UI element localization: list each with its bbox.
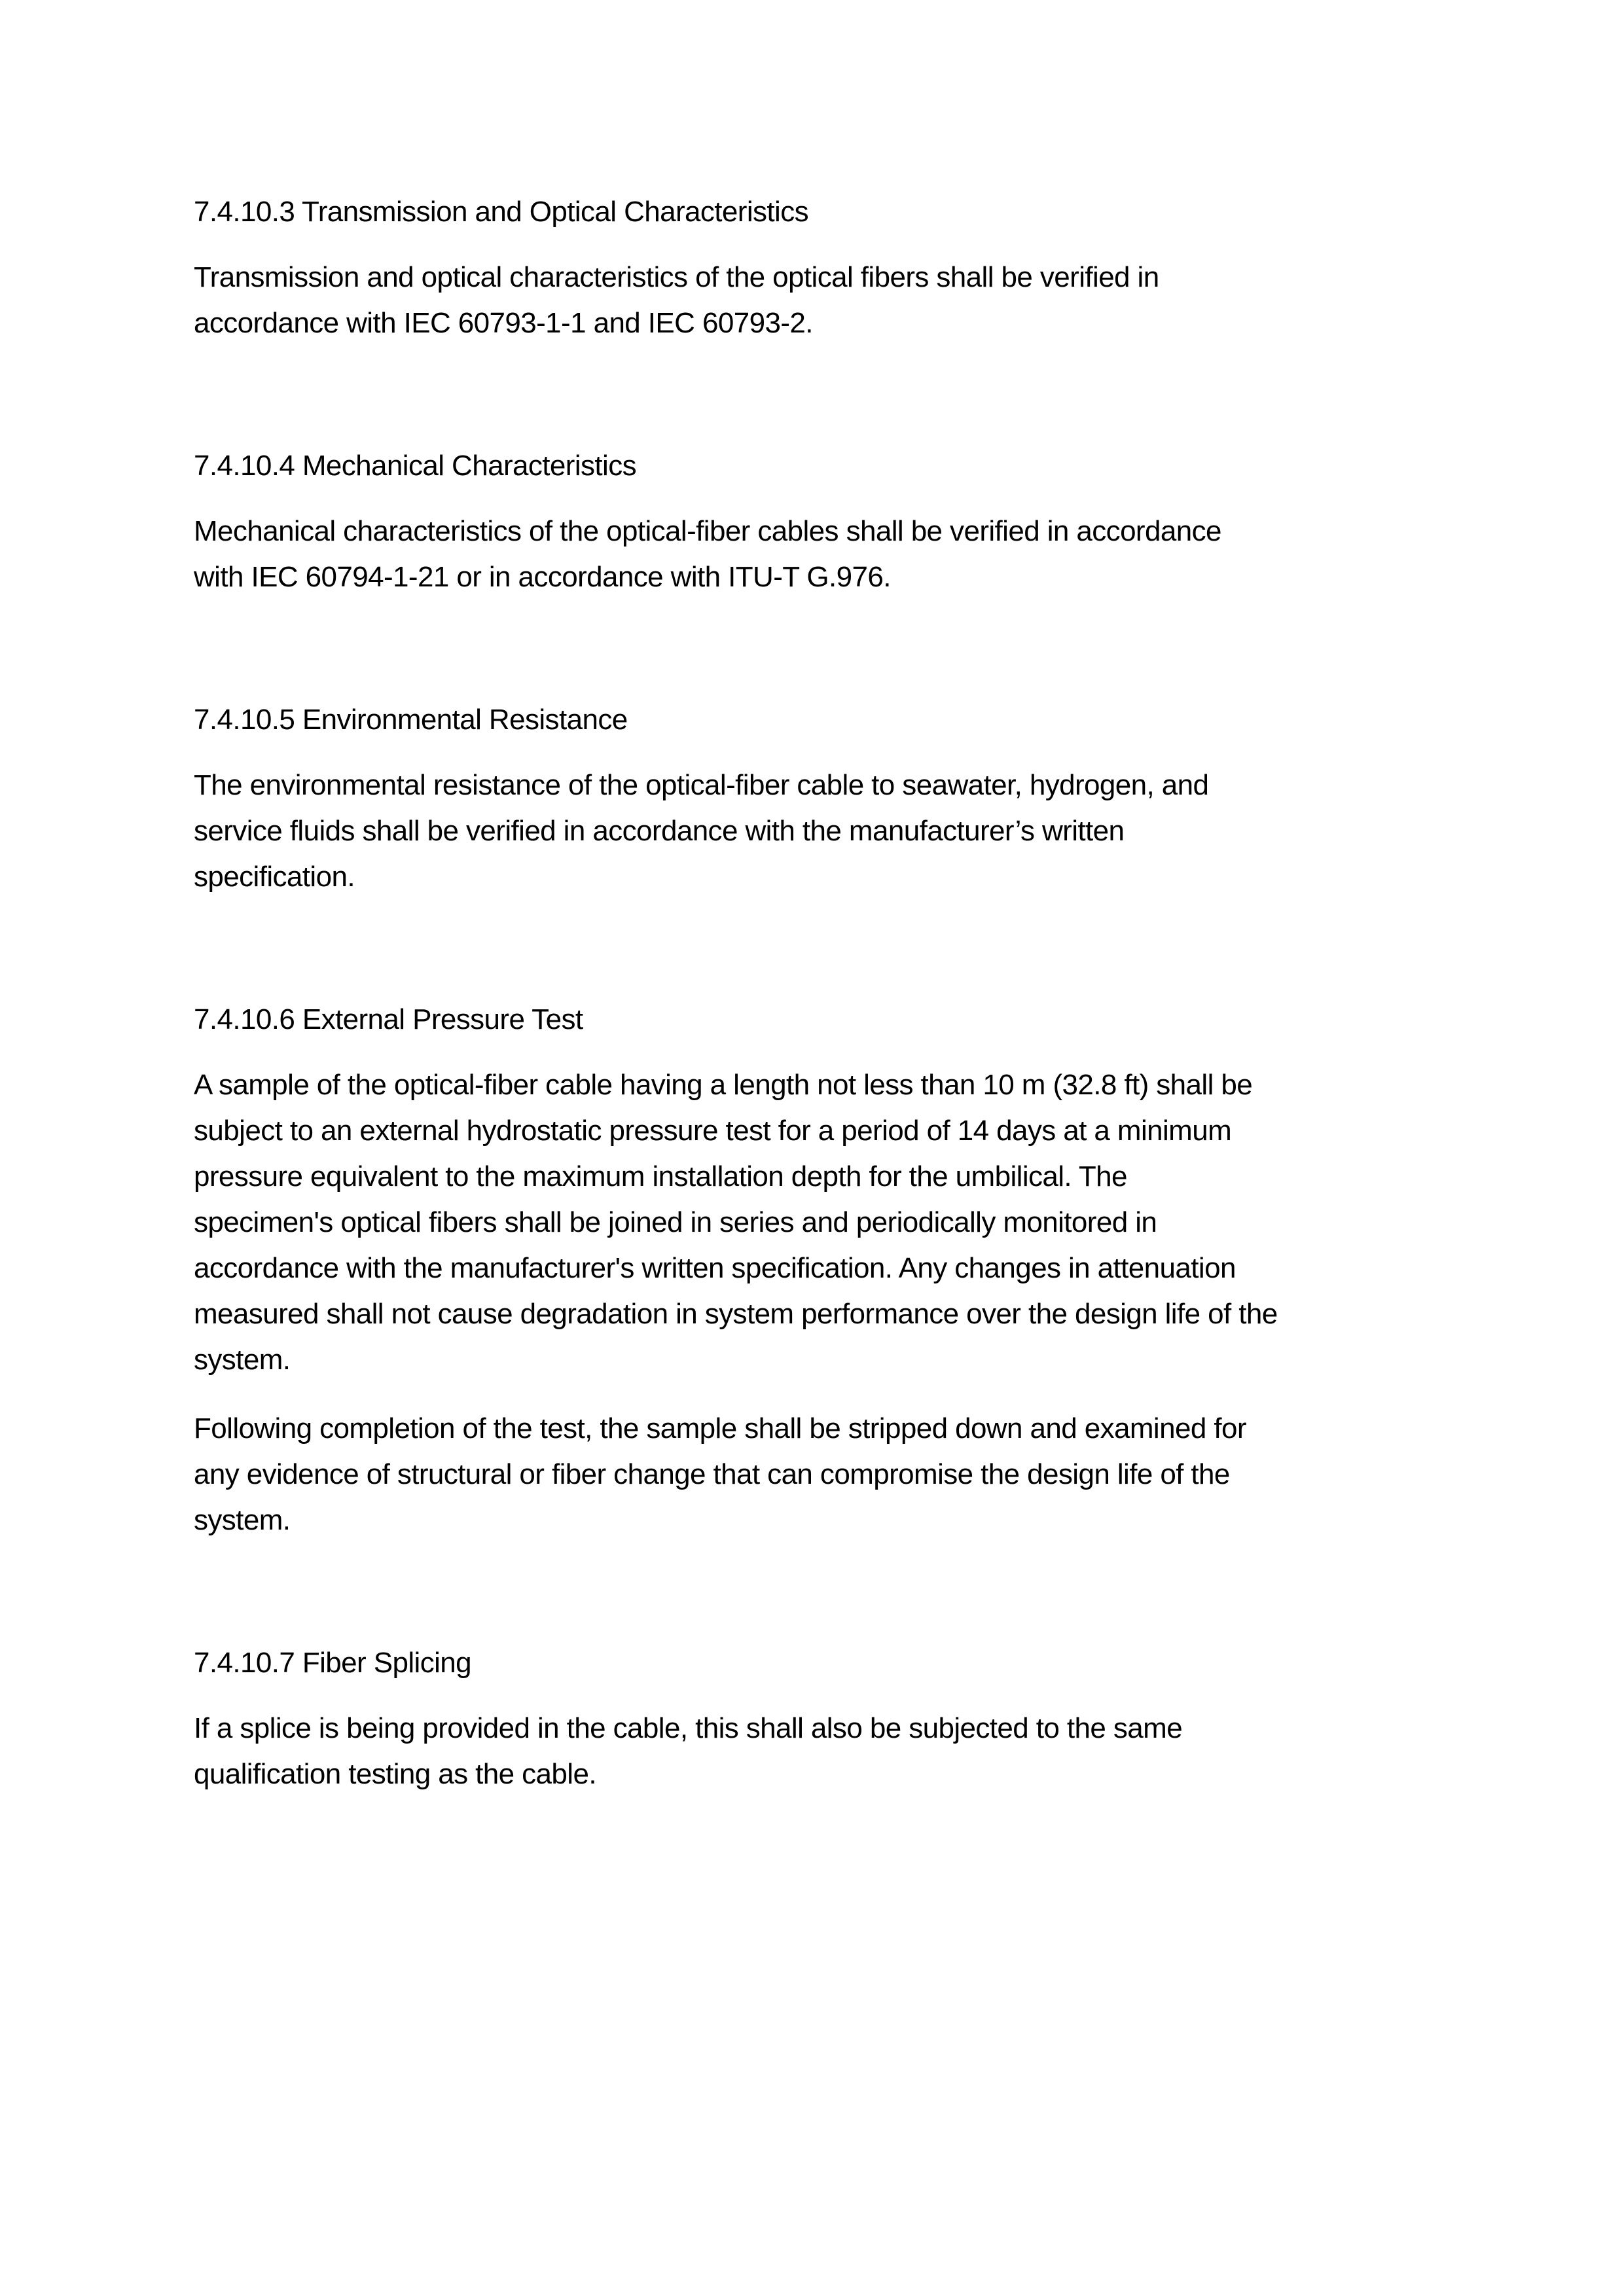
section-heading: 7.4.10.4 Mechanical Characteristics <box>194 450 636 482</box>
document-section <box>194 697 1437 900</box>
paragraph-line: subject to an external hydrostatic pressure test for a period of 14 days at a minimum <box>194 1115 1232 1147</box>
section-heading: 7.4.10.3 Transmission and Optical Characteristics <box>194 196 809 228</box>
paragraph <box>194 1062 1437 1383</box>
paragraph-line: system. <box>194 1344 291 1376</box>
paragraph-line: with IEC 60794-1-21 or in accordance with ITU-T G.976. <box>194 561 891 593</box>
paragraph <box>194 1406 1437 1543</box>
document-section <box>194 997 1437 1543</box>
paragraph-line: pressure equivalent to the maximum installation depth for the umbilical. The <box>194 1160 1127 1193</box>
section-heading: 7.4.10.5 Environmental Resistance <box>194 704 628 736</box>
paragraph-line: specification. <box>194 861 355 893</box>
paragraph-line: measured shall not cause degradation in system performance over the design life of the <box>194 1298 1278 1330</box>
paragraph <box>194 762 1437 900</box>
paragraph-line: accordance with the manufacturer's written specification. Any changes in attenuation <box>194 1252 1236 1284</box>
paragraph-line: Mechanical characteristics of the optical-fiber cables shall be verified in accordance <box>194 515 1221 547</box>
paragraph-line: accordance with IEC 60793-1-1 and IEC 60793-2. <box>194 307 813 339</box>
document-content <box>194 189 1437 1797</box>
paragraph-line: A sample of the optical-fiber cable having a length not less than 10 m (32.8 ft) shall be <box>194 1069 1253 1101</box>
paragraph-line: The environmental resistance of the optical-fiber cable to seawater, hydrogen, and <box>194 769 1209 801</box>
document-section <box>194 1640 1437 1797</box>
paragraph <box>194 255 1437 346</box>
section-heading: 7.4.10.7 Fiber Splicing <box>194 1647 472 1679</box>
paragraph-line: Transmission and optical characteristics of the optical fibers shall be verified in <box>194 261 1159 293</box>
document-section <box>194 189 1437 346</box>
document-section <box>194 443 1437 600</box>
paragraph-line: Following completion of the test, the sample shall be stripped down and examined for <box>194 1412 1246 1444</box>
paragraph <box>194 1706 1437 1797</box>
paragraph-line: qualification testing as the cable. <box>194 1758 596 1790</box>
paragraph <box>194 509 1437 600</box>
paragraph-line: system. <box>194 1504 291 1536</box>
section-heading: 7.4.10.6 External Pressure Test <box>194 1003 583 1035</box>
paragraph-line: any evidence of structural or fiber change that can compromise the design life of the <box>194 1458 1230 1490</box>
paragraph-line: If a splice is being provided in the cable, this shall also be subjected to the same <box>194 1712 1183 1744</box>
paragraph-line: service fluids shall be verified in accordance with the manufacturer’s written <box>194 815 1125 847</box>
paragraph-line: specimen's optical fibers shall be joined in series and periodically monitored in <box>194 1206 1157 1238</box>
